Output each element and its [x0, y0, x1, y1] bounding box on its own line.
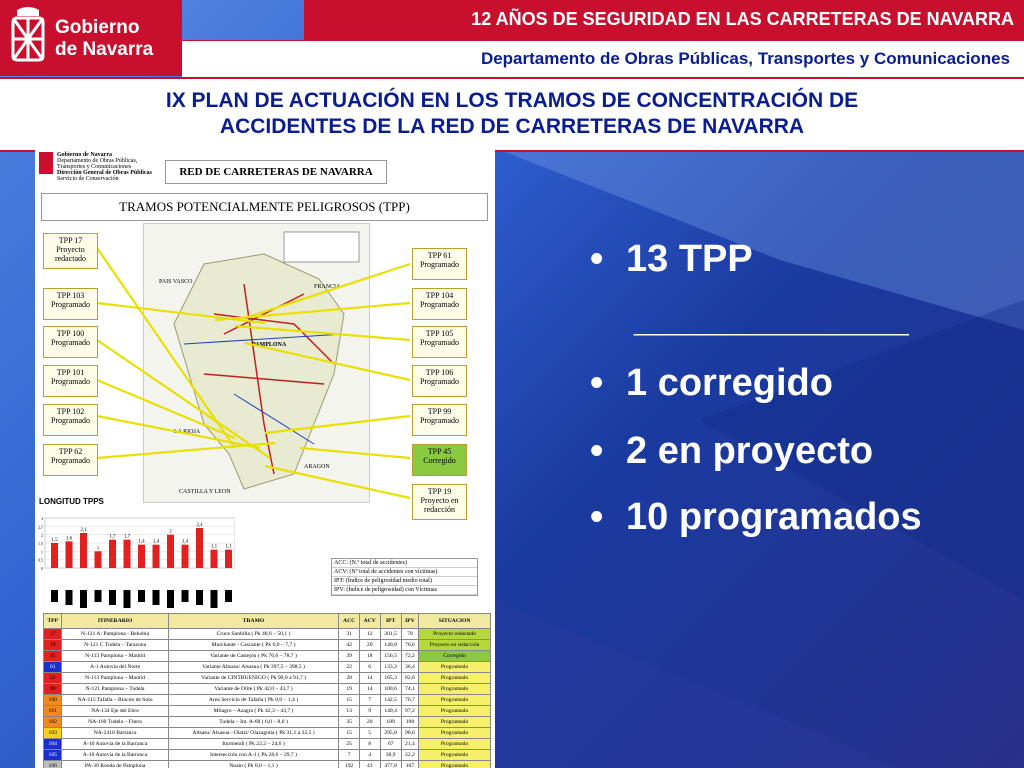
- table-row: [44, 651, 491, 662]
- chart-data-label: 1,1: [225, 544, 232, 550]
- table-cell-acc: 39: [339, 651, 360, 662]
- table-cell-tr: Variante de CINTRUENIGO ( Pk 90,0 a 91,7 ): [168, 673, 339, 684]
- map-label-castilla: CASTILLA Y LEON: [179, 489, 231, 495]
- title-line-2: ACCIDENTES DE LA RED DE CARRETERAS DE NAVARRA: [219, 115, 805, 138]
- table-cell-ipt: 189: [380, 717, 401, 728]
- slide-title: [0, 77, 1024, 152]
- chart-data-label: 1,1: [210, 544, 218, 550]
- table-cell-it: NA-115 Tafalla – Rincón de Soto: [62, 695, 168, 706]
- callout-line: Programado: [419, 260, 460, 269]
- callout-line: Programado: [419, 377, 460, 386]
- chart-bar: [225, 550, 232, 568]
- callout-line: redacción: [423, 505, 456, 514]
- table-cell-acv: 12: [359, 629, 380, 640]
- table-cell-ipv: 74,1: [401, 684, 418, 695]
- table-cell-ipv: 82,6: [401, 673, 418, 684]
- table-cell-ipt: 140,4: [380, 706, 401, 717]
- callout-line: TPP 99: [427, 407, 452, 416]
- callout-line: Corregido: [423, 456, 456, 465]
- table-cell-it: NA-134 Eje del Ebro: [62, 706, 168, 717]
- table-row: [44, 662, 491, 673]
- table-cell-acc: 25: [339, 739, 360, 750]
- title-line-1: IX PLAN DE ACTUACIÓN EN LOS TRAMOS DE CONCENTRACIÓN DE: [165, 89, 859, 112]
- table-cell-ipv: 36,4: [401, 662, 418, 673]
- table-cell-tr: Tudela – Int. A-68 ( 6,0 – 8,0 ): [168, 717, 339, 728]
- department-bar: [182, 40, 1024, 77]
- table-row: [44, 629, 491, 640]
- chart-title: LONGITUD TPPS: [39, 497, 104, 506]
- table-cell-sit: Programado: [419, 728, 491, 739]
- callout-line: Programado: [419, 338, 460, 347]
- logo-area: [0, 0, 182, 76]
- table-cell-acc: 22: [339, 662, 360, 673]
- banner-text: 12 AÑOS DE SEGURIDAD EN LAS CARRETERAS DE NAVARRA: [471, 9, 1014, 29]
- table-cell-it: NA-160 Tudela – Fitero: [62, 717, 168, 728]
- table-cell-acv: 18: [359, 651, 380, 662]
- legend-acv: ACV: (Nº total de accidentes con víctimas): [332, 568, 477, 577]
- chart-bar-down: [51, 590, 58, 602]
- table-cell-acc: 7: [339, 750, 360, 761]
- table-cell-tpp: 105: [44, 750, 62, 761]
- chart-data-label: 2,4: [196, 523, 203, 528]
- tpp-table: [43, 613, 491, 768]
- table-cell-tr: Variante de Castejón ( Pk 76,6 – 78,7 ): [168, 651, 339, 662]
- table-cell-sit: Proyecto en redacción: [419, 640, 491, 651]
- chart-data-label: 1: [96, 546, 100, 552]
- doc-legend: [331, 558, 478, 596]
- chart-y-tick: 0: [41, 566, 43, 571]
- table-cell-tpp: 62: [44, 673, 62, 684]
- right-callout-4: [412, 404, 467, 436]
- table-cell-acv: 8: [359, 739, 380, 750]
- chart-bar-down: [182, 590, 189, 602]
- chart-bar: [182, 545, 189, 568]
- callout-line: Programado: [419, 300, 460, 309]
- table-cell-acc: 19: [339, 684, 360, 695]
- chart-bar-down: [153, 590, 160, 605]
- table-cell-ipv: 22,2: [401, 750, 418, 761]
- table-cell-sit: Programado: [419, 706, 491, 717]
- table-row: [44, 728, 491, 739]
- table-cell-tpp: 17: [44, 629, 62, 640]
- table-cell-it: A-10 Autovía de la Barranca: [62, 750, 168, 761]
- callout-line: TPP 105: [425, 329, 454, 338]
- table-cell-it: PA-30 Ronda de Pamplona: [62, 761, 168, 768]
- right-callout-1: [412, 288, 467, 320]
- table-cell-acv: 14: [359, 684, 380, 695]
- chart-y-tick: 1,5: [38, 541, 43, 546]
- callout-line: TPP 101: [56, 368, 85, 377]
- table-cell-ipv: 21,4: [401, 739, 418, 750]
- table-cell-it: N-121 A: Pamplona - Behobia: [62, 629, 168, 640]
- table-row: [44, 750, 491, 761]
- callout-line: redactado: [54, 254, 87, 263]
- table-cell-ipv: 76,7: [401, 695, 418, 706]
- chart-bar-down: [138, 590, 145, 602]
- chart-y-tick: 2: [41, 532, 43, 538]
- callout-line: Proyecto en: [420, 496, 459, 505]
- chart-bar: [196, 528, 203, 568]
- callout-line: TPP 61: [427, 251, 452, 260]
- table-cell-tpp: 104: [44, 739, 62, 750]
- table-cell-acv: 20: [359, 640, 380, 651]
- chart-bar: [66, 541, 73, 568]
- right-callout-0: [412, 248, 467, 280]
- chart-y-tick: 2,5: [38, 524, 43, 530]
- table-cell-tpp: 103: [44, 728, 62, 739]
- table-row: [44, 706, 491, 717]
- table-header-cell: ITINERARIO: [62, 614, 168, 629]
- table-cell-tr: Intersección con A-1 ( Pk 28,6 – 29,7 ): [168, 750, 339, 761]
- chart-bar: [95, 551, 102, 568]
- chart-bar: [167, 535, 174, 568]
- table-cell-it: NA-2410 Barranca: [62, 728, 168, 739]
- left-callout-2: [43, 326, 98, 358]
- chart-data-label: 1,4: [181, 539, 189, 545]
- table-cell-tpp: 45: [44, 651, 62, 662]
- chart-bar-down: [80, 590, 87, 608]
- chart-bar: [51, 543, 58, 568]
- chart-bar-down: [95, 590, 102, 602]
- table-row: [44, 684, 491, 695]
- table-cell-ipt: 295,8: [380, 728, 401, 739]
- doc-org: Gobierno de Navarra: [57, 152, 112, 158]
- bullet-text-3: 2 en proyecto: [626, 430, 874, 472]
- table-cell-it: N-121 C Tudela – Tarazona: [62, 640, 168, 651]
- left-callout-0: [43, 233, 98, 269]
- table-cell-tpp: 19: [44, 640, 62, 651]
- table-cell-acv: 9: [359, 706, 380, 717]
- logo-text: [55, 17, 153, 61]
- table-cell-sit: Proyecto redactado: [419, 629, 491, 640]
- doc-tpp-title: TRAMOS POTENCIALMENTE PELIGROSOS (TPP): [41, 193, 488, 221]
- callout-line: TPP 100: [56, 329, 85, 338]
- chart-y-tick: 3: [41, 516, 43, 521]
- map-label-aragon: ARAGON: [304, 464, 330, 470]
- table-row: [44, 695, 491, 706]
- table-cell-it: A-10 Autovía de la Barranca: [62, 739, 168, 750]
- chart-bar-down: [196, 590, 203, 605]
- chart-data-label: 2: [169, 529, 172, 535]
- table-header-cell: TRAMO: [168, 614, 339, 629]
- table-cell-acv: 20: [359, 717, 380, 728]
- chart-data-label: 1,7: [123, 534, 131, 540]
- map-label-pamplona: PAMPLONA: [252, 342, 287, 348]
- bullet-text-4: 10 programados: [626, 496, 922, 538]
- table-cell-ipv: 108: [401, 717, 418, 728]
- table-cell-tpp: 106: [44, 761, 62, 768]
- table-cell-tpp: 61: [44, 662, 62, 673]
- table-cell-ipv: 72,2: [401, 651, 418, 662]
- callout-line: TPP 62: [58, 447, 83, 456]
- callout-line: Programado: [50, 456, 91, 465]
- table-body: [44, 629, 491, 768]
- table-cell-tr: Altsasu/ Alsasua –Olatzi/ Olazagutia ( Pk 31,1 a 32,5 ): [168, 728, 339, 739]
- table-cell-sit: Programado: [419, 750, 491, 761]
- chart-data-label: 2,1: [80, 528, 87, 533]
- callout-line: Proyecto: [56, 245, 85, 254]
- top-banner: [304, 0, 1024, 40]
- left-callout-4: [43, 404, 98, 436]
- right-callout-2: [412, 326, 467, 358]
- callout-line: TPP 103: [56, 291, 85, 300]
- table-cell-it: A-1 Autovía del Norte: [62, 662, 168, 673]
- bullet-text-2: 1 corregido: [626, 362, 833, 404]
- table-cell-acc: 31: [339, 629, 360, 640]
- table-cell-tr: Milagro – Azagra ( Pk 42,3 – 43,7 ): [168, 706, 339, 717]
- table-cell-sit: Corregido: [419, 651, 491, 662]
- chart-bar-down: [66, 590, 73, 605]
- callout-line: TPP 102: [56, 407, 85, 416]
- chart-bar-down: [109, 590, 116, 605]
- chart-bar: [153, 545, 160, 568]
- table-cell-acc: 35: [339, 717, 360, 728]
- right-callout-6: [412, 484, 467, 520]
- table-cell-acv: 7: [359, 695, 380, 706]
- table-cell-it: N-113 Pamplona – Madrid: [62, 673, 168, 684]
- table-row: [44, 739, 491, 750]
- table-cell-acv: 4: [359, 750, 380, 761]
- legend-ipv: IPV: (Índice de peligrosidad) con Víctimas: [332, 586, 477, 595]
- table-cell-tr: Murchante - Cascante ( Pk 6,0 – 7,7 ): [168, 640, 339, 651]
- legend-acc: ACC: (N.º total de accidentes): [332, 559, 477, 568]
- chart-data-label: 1,7: [109, 534, 116, 540]
- table-header-row: [44, 614, 491, 629]
- table-cell-acc: 13: [339, 706, 360, 717]
- table-header-cell: IPT: [380, 614, 401, 629]
- table-cell-tpp: 101: [44, 706, 62, 717]
- chart-data-label: 1,5: [51, 538, 58, 543]
- logo-line-2: de Navarra: [55, 39, 154, 60]
- table-cell-ipt: 100,6: [380, 684, 401, 695]
- chart-y-tick: 0,5: [38, 557, 43, 563]
- doc-red-title: RED DE CARRETERAS DE NAVARRA: [165, 160, 387, 184]
- chart-bar-down: [225, 590, 232, 602]
- table-cell-it: N-121 Pamplona – Tudela: [62, 684, 168, 695]
- chart-bar: [124, 540, 131, 568]
- chart-data-label: 1,6: [65, 536, 73, 542]
- table-cell-tpp: 102: [44, 717, 62, 728]
- callout-line: TPP 45: [427, 447, 452, 456]
- table-cell-ipv: 98,6: [401, 728, 418, 739]
- right-callout-3: [412, 365, 467, 397]
- callout-line: TPP 104: [425, 291, 454, 300]
- table-cell-acc: 15: [339, 695, 360, 706]
- table-cell-tpp: 99: [44, 684, 62, 695]
- table-cell-sit: Programado: [419, 761, 491, 768]
- callout-line: TPP 17: [58, 236, 83, 245]
- left-callout-5: [43, 444, 98, 476]
- table-cell-ipv: 76,6: [401, 640, 418, 651]
- callout-line: Programado: [50, 416, 91, 425]
- table-header-cell: SITUACION: [419, 614, 491, 629]
- callout-line: Programado: [50, 377, 91, 386]
- table-cell-acc: 192: [339, 761, 360, 768]
- doc-dir: Dirección General de Obras Públicas: [57, 170, 152, 176]
- table-cell-tr: Variante Altsasu/ Alsasua ( Pk 397,5 – 398,5 ): [168, 662, 339, 673]
- map-label-francia: FRANCIA: [314, 284, 341, 290]
- table-cell-sit: Programado: [419, 684, 491, 695]
- chart-bar-down: [167, 590, 174, 608]
- callout-line: TPP 106: [425, 368, 454, 377]
- table-cell-tpp: 100: [44, 695, 62, 706]
- callout-line: TPP 19: [427, 487, 452, 496]
- bullet-text-1: 13 TPP: [626, 238, 753, 280]
- table-cell-sit: Programado: [419, 739, 491, 750]
- table-row: [44, 640, 491, 651]
- logo-line-1: Gobierno: [55, 17, 140, 38]
- table-cell-sit: Programado: [419, 717, 491, 728]
- chart-y-tick: 1: [41, 549, 43, 555]
- table-row: [44, 673, 491, 684]
- table-cell-ipv: 78: [401, 629, 418, 640]
- table-cell-ipt: 142,5: [380, 695, 401, 706]
- callout-line: Programado: [50, 338, 91, 347]
- table-cell-sit: Programado: [419, 673, 491, 684]
- table-cell-acc: 15: [339, 728, 360, 739]
- table-cell-acv: 5: [359, 728, 380, 739]
- table-cell-tr: Noain ( Pk 0,0 – 1,1 ): [168, 761, 339, 768]
- table-cell-acv: 43: [359, 761, 380, 768]
- navarra-shield-icon: [9, 6, 47, 68]
- table-header-cell: ACC: [339, 614, 360, 629]
- table-cell-ipt: 156,5: [380, 651, 401, 662]
- table-cell-ipt: 67: [380, 739, 401, 750]
- table-header-cell: IPV: [401, 614, 418, 629]
- table-cell-tr: Iturmendi ( Pk 22,2 – 24,6 ): [168, 739, 339, 750]
- table-cell-sit: Programado: [419, 695, 491, 706]
- table-header-cell: TPP: [44, 614, 62, 629]
- table-cell-tr: Area Servicio de Tafalla ( Pk 0,0 – 1,4 ): [168, 695, 339, 706]
- chart-bar-down: [211, 590, 218, 608]
- doc-dept2: Transportes y Comunicaciones: [57, 164, 132, 170]
- table-cell-ipt: 133,3: [380, 662, 401, 673]
- table-header-cell: ACV: [359, 614, 380, 629]
- chart-bar: [138, 545, 145, 568]
- right-callout-5: [412, 444, 467, 476]
- table-cell-ipt: 165,3: [380, 673, 401, 684]
- callout-line: Programado: [419, 416, 460, 425]
- chart-bar: [109, 540, 116, 568]
- table-cell-ipt: 477,8: [380, 761, 401, 768]
- separator-line: _____________: [634, 298, 909, 340]
- chart-bar-down: [124, 590, 131, 608]
- department-text: Departamento de Obras Públicas, Transportes y Comunicaciones: [480, 49, 1010, 68]
- legend-ipt: IPT: (Índice de peligrosidad medio total): [332, 577, 477, 586]
- table-cell-acc: 42: [339, 640, 360, 651]
- length-bar-chart: [35, 506, 235, 616]
- table-cell-sit: Programado: [419, 662, 491, 673]
- left-callout-1: [43, 288, 98, 320]
- table-row: [44, 717, 491, 728]
- table-cell-tr: Cruce Sunbilla ( Pk 48,6 – 50,1 ): [168, 629, 339, 640]
- doc-svc: Servicio de Conservación: [57, 176, 119, 182]
- table-cell-ipt: 38,9: [380, 750, 401, 761]
- callout-line: Programado: [50, 300, 91, 309]
- table-cell-tr: Variante de Olite ( Pk 42,0 – 43,7 ): [168, 684, 339, 695]
- table-cell-acc: 28: [339, 673, 360, 684]
- chart-bar: [80, 533, 87, 568]
- table-cell-ipt: 140,8: [380, 640, 401, 651]
- table-cell-ipv: 107: [401, 761, 418, 768]
- table-cell-ipv: 97,2: [401, 706, 418, 717]
- chart-data-label: 1,4: [152, 539, 160, 545]
- chart-bar: [211, 550, 218, 568]
- map-label-pais-vasco: PAIS VASCO: [159, 279, 193, 285]
- chart-data-label: 1,4: [138, 539, 145, 545]
- map-label-la-rioja: LA RIOJA: [174, 429, 201, 435]
- left-callout-3: [43, 365, 98, 397]
- table-cell-acv: 6: [359, 662, 380, 673]
- doc-dept1: Departamento de Obras Públicas,: [57, 158, 138, 164]
- table-cell-it: N-113 Pamplona – Madrid: [62, 651, 168, 662]
- table-cell-acv: 14: [359, 673, 380, 684]
- table-row: [44, 761, 491, 768]
- table-cell-ipt: 201,5: [380, 629, 401, 640]
- embedded-document: [35, 148, 495, 768]
